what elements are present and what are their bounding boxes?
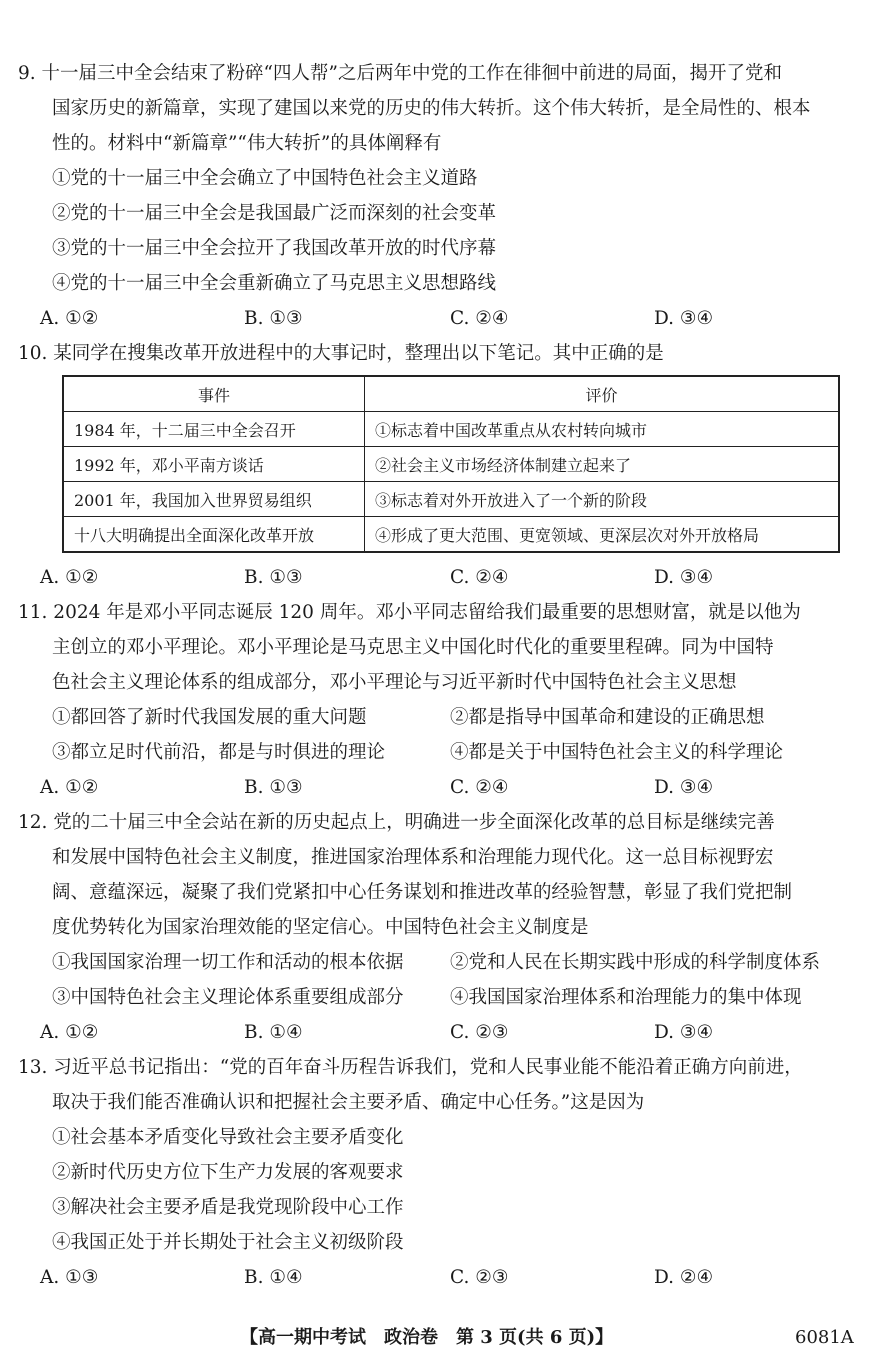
question-12-statement-4: ④我国国家治理体系和治理能力的集中体现: [450, 987, 802, 1008]
question-13-stem-line-2: 取决于我们能否准确认识和把握社会主要矛盾、确定中心任务。”这是因为: [52, 1092, 645, 1113]
table-row: [63, 517, 839, 553]
question-12-stem-line-2: 和发展中国特色社会主义制度，推进国家治理体系和治理能力现代化。这一总目标视野宏: [52, 847, 774, 868]
question-10-options-wrap: [18, 560, 854, 595]
option-b[interactable]: B. ①④: [244, 1267, 303, 1288]
question-11-stem-line-2: 主创立的邓小平理论。邓小平理论是马克思主义中国化时代化的重要里程碑。同为中国特: [52, 637, 774, 658]
question-12-stem-line-3: 阔、意蕴深远，凝聚了我们党紧扣中心任务谋划和推进改革的经验智慧，彰显了我们党把制: [52, 882, 793, 903]
table-cell-evaluation: ④形成了更大范围、更宽领域、更深层次对外开放格局: [365, 517, 840, 553]
option-a[interactable]: A. ①②: [40, 308, 99, 329]
question-11-statements-row-1: [18, 700, 854, 735]
question-12-statements-row-2: [18, 980, 854, 1015]
question-12-options: [18, 1015, 854, 1050]
table-cell-event: 2001 年，我国加入世界贸易组织: [63, 482, 365, 517]
question-13-statement-2: ②新时代历史方位下生产力发展的客观要求: [52, 1162, 404, 1183]
question-9: [18, 56, 854, 336]
table-cell-event: 1984 年，十二届三中全会召开: [63, 412, 365, 447]
question-12-statements-row-1: [18, 945, 854, 980]
table-row: [63, 482, 839, 517]
option-b[interactable]: B. ①③: [244, 777, 303, 798]
question-9-options: [18, 301, 854, 336]
table-row: [63, 412, 839, 447]
table-header-row: [63, 376, 839, 412]
question-11-statement-4: ④都是关于中国特色社会主义的科学理论: [450, 742, 784, 763]
question-13-stem-line-1: 13. 习近平总书记指出：“党的百年奋斗历程告诉我们，党和人民事业能不能沿着正确方向前进，: [18, 1057, 803, 1078]
page-footer: [0, 1323, 870, 1353]
question-13-statement-3: ③解决社会主要矛盾是我党现阶段中心工作: [52, 1197, 404, 1218]
option-b[interactable]: B. ①③: [244, 308, 303, 329]
question-10-options: [18, 560, 854, 595]
table-row: [63, 447, 839, 482]
question-11-statement-1: ①都回答了新时代我国发展的重大问题: [52, 707, 367, 728]
option-c[interactable]: C. ②③: [450, 1022, 509, 1043]
table-cell-evaluation: ②社会主义市场经济体制建立起来了: [365, 447, 840, 482]
table-header-event: 事件: [63, 376, 365, 412]
question-12-stem-line-1: 12. 党的二十届三中全会站在新的历史起点上，明确进一步全面深化改革的总目标是继续完善: [18, 812, 775, 833]
question-12-statement-2: ②党和人民在长期实践中形成的科学制度体系: [450, 952, 821, 973]
question-11-statement-2: ②都是指导中国革命和建设的正确思想: [450, 707, 765, 728]
option-d[interactable]: D. ③④: [654, 308, 714, 329]
option-c[interactable]: C. ②④: [450, 777, 509, 798]
question-13-options: [18, 1260, 854, 1295]
question-12-stem-line-4: 度优势转化为国家治理效能的坚定信心。中国特色社会主义制度是: [52, 917, 589, 938]
option-c[interactable]: C. ②④: [450, 308, 509, 329]
table-cell-event: 十八大明确提出全面深化改革开放: [63, 517, 365, 553]
option-a[interactable]: A. ①②: [40, 1022, 99, 1043]
question-10-stem-line-1: 10. 某同学在搜集改革开放进程中的大事记时，整理出以下笔记。其中正确的是: [18, 343, 664, 364]
option-b[interactable]: B. ①④: [244, 1022, 303, 1043]
question-13-statement-1: ①社会基本矛盾变化导致社会主要矛盾变化: [52, 1127, 404, 1148]
table-header-evaluation: 评价: [365, 376, 840, 412]
question-9-stem-line-3: 性的。材料中“新篇章”“伟大转折”的具体阐释有: [52, 133, 442, 154]
option-a[interactable]: A. ①②: [40, 567, 99, 588]
option-a[interactable]: A. ①②: [40, 777, 99, 798]
question-12-statement-3: ③中国特色社会主义理论体系重要组成部分: [52, 987, 404, 1008]
question-11-stem-line-1: 11. 2024 年是邓小平同志诞辰 120 周年。邓小平同志留给我们最重要的思想财富，就是以他为: [18, 602, 801, 623]
question-11-options: [18, 770, 854, 805]
table-cell-event: 1992 年，邓小平南方谈话: [63, 447, 365, 482]
question-13-statement-4: ④我国正处于并长期处于社会主义初级阶段: [52, 1232, 404, 1253]
question-11: [18, 595, 854, 805]
option-d[interactable]: D. ③④: [654, 567, 714, 588]
question-11-stem-line-3: 色社会主义理论体系的组成部分，邓小平理论与习近平新时代中国特色社会主义思想: [52, 672, 737, 693]
option-c[interactable]: C. ②③: [450, 1267, 509, 1288]
question-9-stem-line-2: 国家历史的新篇章，实现了建国以来党的历史的伟大转折。这个伟大转折，是全局性的、根本: [52, 98, 811, 119]
table-cell-evaluation: ①标志着中国改革重点从农村转向城市: [365, 412, 840, 447]
question-9-statement-2: ②党的十一届三中全会是我国最广泛而深刻的社会变革: [52, 203, 497, 224]
question-12-statement-1: ①我国国家治理一切工作和活动的根本依据: [52, 952, 404, 973]
option-b[interactable]: B. ①③: [244, 567, 303, 588]
question-11-statements-row-2: [18, 735, 854, 770]
option-d[interactable]: D. ③④: [654, 1022, 714, 1043]
question-13: [18, 1050, 854, 1295]
question-10: [18, 336, 854, 371]
option-d[interactable]: D. ③④: [654, 777, 714, 798]
question-12: [18, 805, 854, 1050]
option-d[interactable]: D. ②④: [654, 1267, 714, 1288]
footer-title: 【高一期中考试 政治卷 第 3 页(共 6 页)】: [240, 1327, 614, 1348]
question-9-statement-1: ①党的十一届三中全会确立了中国特色社会主义道路: [52, 168, 478, 189]
option-c[interactable]: C. ②④: [450, 567, 509, 588]
events-table: [62, 375, 840, 553]
question-9-statement-3: ③党的十一届三中全会拉开了我国改革开放的时代序幕: [52, 238, 497, 259]
question-9-statement-4: ④党的十一届三中全会重新确立了马克思主义思想路线: [52, 273, 497, 294]
question-11-statement-3: ③都立足时代前沿，都是与时俱进的理论: [52, 742, 386, 763]
option-a[interactable]: A. ①③: [40, 1267, 99, 1288]
footer-code: 6081A: [795, 1327, 854, 1348]
table-cell-evaluation: ③标志着对外开放进入了一个新的阶段: [365, 482, 840, 517]
question-9-stem-line-1: 9. 十一届三中全会结束了粉碎“四人帮”之后两年中党的工作在徘徊中前进的局面，揭开了党和: [18, 63, 782, 84]
